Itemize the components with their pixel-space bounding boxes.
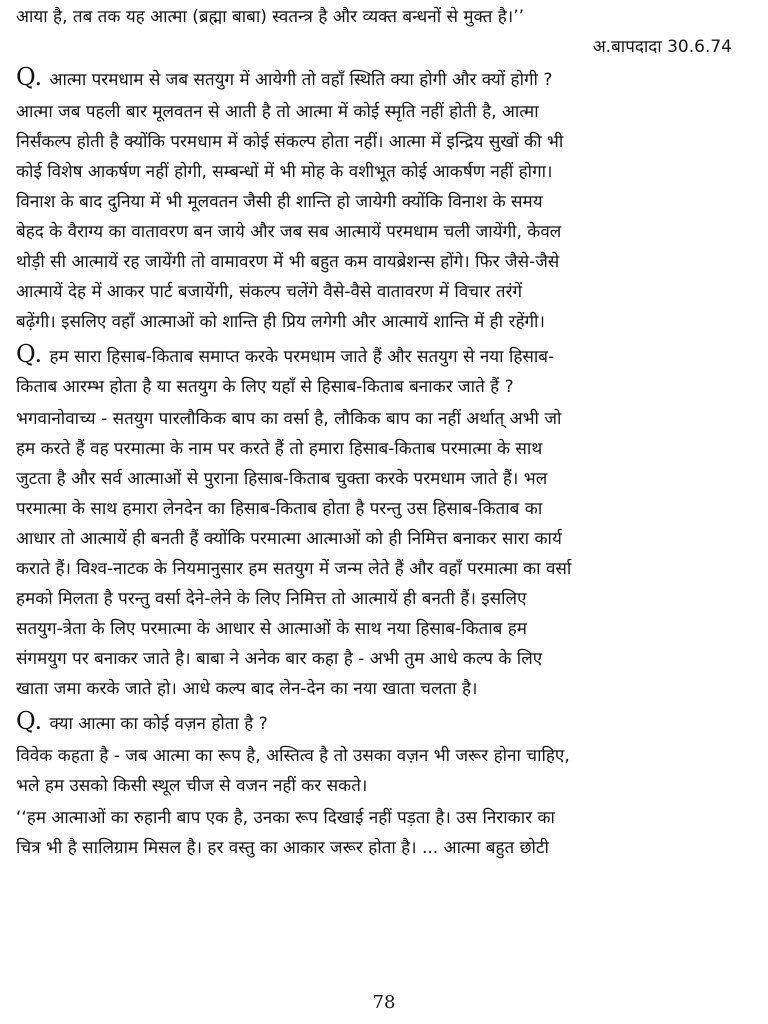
question-text: आत्मा परमधाम से जब सतयुग में आयेगी तो वहाँ स्थिति क्या होगी और क्यों होगी ?	[49, 70, 553, 90]
question-line: किताब आरम्भ होता है या सतयुग के लिए यहाँ से हिसाब-किताब बनाकर जाते हैं ?	[16, 377, 514, 397]
text-line: बढ़ेंगी। इसलिए वहाँ आत्माओं को शान्ति ही प्रिय लगेगी और आत्मायें शान्ति में ही रहेंगी।	[16, 312, 545, 332]
text-line: भले हम उसको किसी स्थूल चीज से वजन नहीं कर सकते।	[16, 776, 368, 796]
question-marker: Q.	[16, 340, 43, 368]
text-line: परमात्मा के साथ हमारा लेनदेन का हिसाब-किताब होता है परन्तु उस हिसाब-किताब का	[16, 499, 543, 519]
text-line: हमको मिलता है परन्तु वर्सा देने-लेने के लिए निमित्त तो आत्मायें ही बनती हैं। इसलिए	[16, 589, 527, 609]
paragraph	[16, 404, 736, 704]
question-marker: Q.	[16, 63, 43, 91]
text-line: चित्र भी है सालिग्राम मिसल है। हर वस्तु का आकार जरूर होता है। ... आत्मा बहुत छोटी	[16, 838, 549, 858]
question-line	[16, 706, 736, 739]
text-line: ‘‘हम आत्माओं का रुहानी बाप एक है, उनका रूप दिखाई नहीं पड़ता है। उस निराकार का	[16, 808, 555, 828]
text-line: आत्मायें देह में आकर पार्ट बजायेंगी, संकल्प चलेंगे वैसे-वैसे वातावरण में विचार तरंगें	[16, 282, 523, 302]
text-line: कोई विशेष आकर्षण नहीं होगी, सम्बन्धों में भी मोह के वशीभूत कोई आकर्षण नहीं होगा।	[16, 162, 553, 182]
question-line	[16, 62, 736, 95]
question-text: हम सारा हिसाब-किताब समाप्त करके परमधाम जाते हैं और सतयुग से नया हिसाब-	[49, 347, 555, 367]
text-line: भगवानोवाच्य - सतयुग पारलौकिक बाप का वर्सा है, लौकिक बाप का नहीं अर्थात् अभी जो	[16, 409, 562, 429]
text-line: बेहद के वैराग्य का वातावरण बन जाये और जब सब आत्मायें परमधाम चली जायेंगी, केवल	[16, 222, 562, 242]
question-block	[16, 62, 736, 95]
paragraph	[16, 741, 736, 801]
page-body	[16, 2, 736, 863]
question-line	[16, 339, 736, 372]
text-line: हम करते हैं वह परमात्मा के नाम पर करते हैं तो हमारा हिसाब-किताब परमात्मा के साथ	[16, 439, 543, 459]
text-line: खाता जमा करके जाते हो। आधे कल्प बाद लेन-देन का नया खाता चलता है।	[16, 679, 478, 699]
paragraph	[16, 97, 736, 337]
text-line: कराते हैं। विश्व-नाटक के नियमानुसार हम सतयुग में जन्म लेते हैं और वहाँ परमात्मा का वर्सा	[16, 559, 572, 579]
page-number: 78	[372, 992, 396, 1013]
question-marker: Q.	[16, 707, 43, 735]
text-line: संगमयुग पर बनाकर जाते है। बाबा ने अनेक बार कहा है - अभी तुम आधे कल्प के लिए	[16, 649, 543, 669]
paragraph	[16, 803, 736, 863]
signature-date: अ.बापदादा 30.6.74	[592, 37, 732, 57]
paragraph	[16, 2, 736, 32]
question-text: क्या आत्मा का कोई वज़न होता है ?	[49, 714, 268, 734]
text-line: निर्संकल्प होती है क्योंकि परमधाम में कोई संकल्प होता नहीं। आत्मा में इन्द्रिय सुखों की भी	[16, 132, 564, 152]
text-line: विनाश के बाद दुनिया में भी मूलवतन जैसी ही शान्ति हो जायेगी क्योंकि विनाश के समय	[16, 192, 543, 212]
text-line: आत्मा जब पहली बार मूलवतन से आती है तो आत्मा में कोई स्मृति नहीं होती है, आत्मा	[16, 102, 539, 122]
text-line: जुटता है और सर्व आत्माओं से पुराना हिसाब-किताब चुक्ता करके परमधाम जाते हैं। भल	[16, 469, 548, 489]
text-line: आया है, तब तक यह आत्मा (ब्रह्मा बाबा) स्वतन्त्र है और व्यक्त बन्धनों से मुक्त है।’’	[16, 7, 525, 27]
question-block	[16, 339, 736, 402]
text-line: सतयुग-त्रेता के लिए परमात्मा के आधार से आत्माओं के साथ नया हिसाब-किताब हम	[16, 619, 527, 639]
text-line: थोड़ी सी आत्मायें रह जायेंगी तो वामावरण में भी बहुत कम वायब्रेशन्स होंगे। फिर जैसे-जैसे	[16, 252, 560, 272]
text-line: आधार तो आत्मायें ही बनती हैं क्योंकि परमात्मा आत्माओं को ही निमित्त बनाकर सारा कार्य	[16, 529, 562, 549]
text-line: विवेक कहता है - जब आत्मा का रूप है, अस्तित्व है तो उसका वज़न भी जरूर होना चाहिए,	[16, 746, 570, 766]
question-block	[16, 706, 736, 739]
